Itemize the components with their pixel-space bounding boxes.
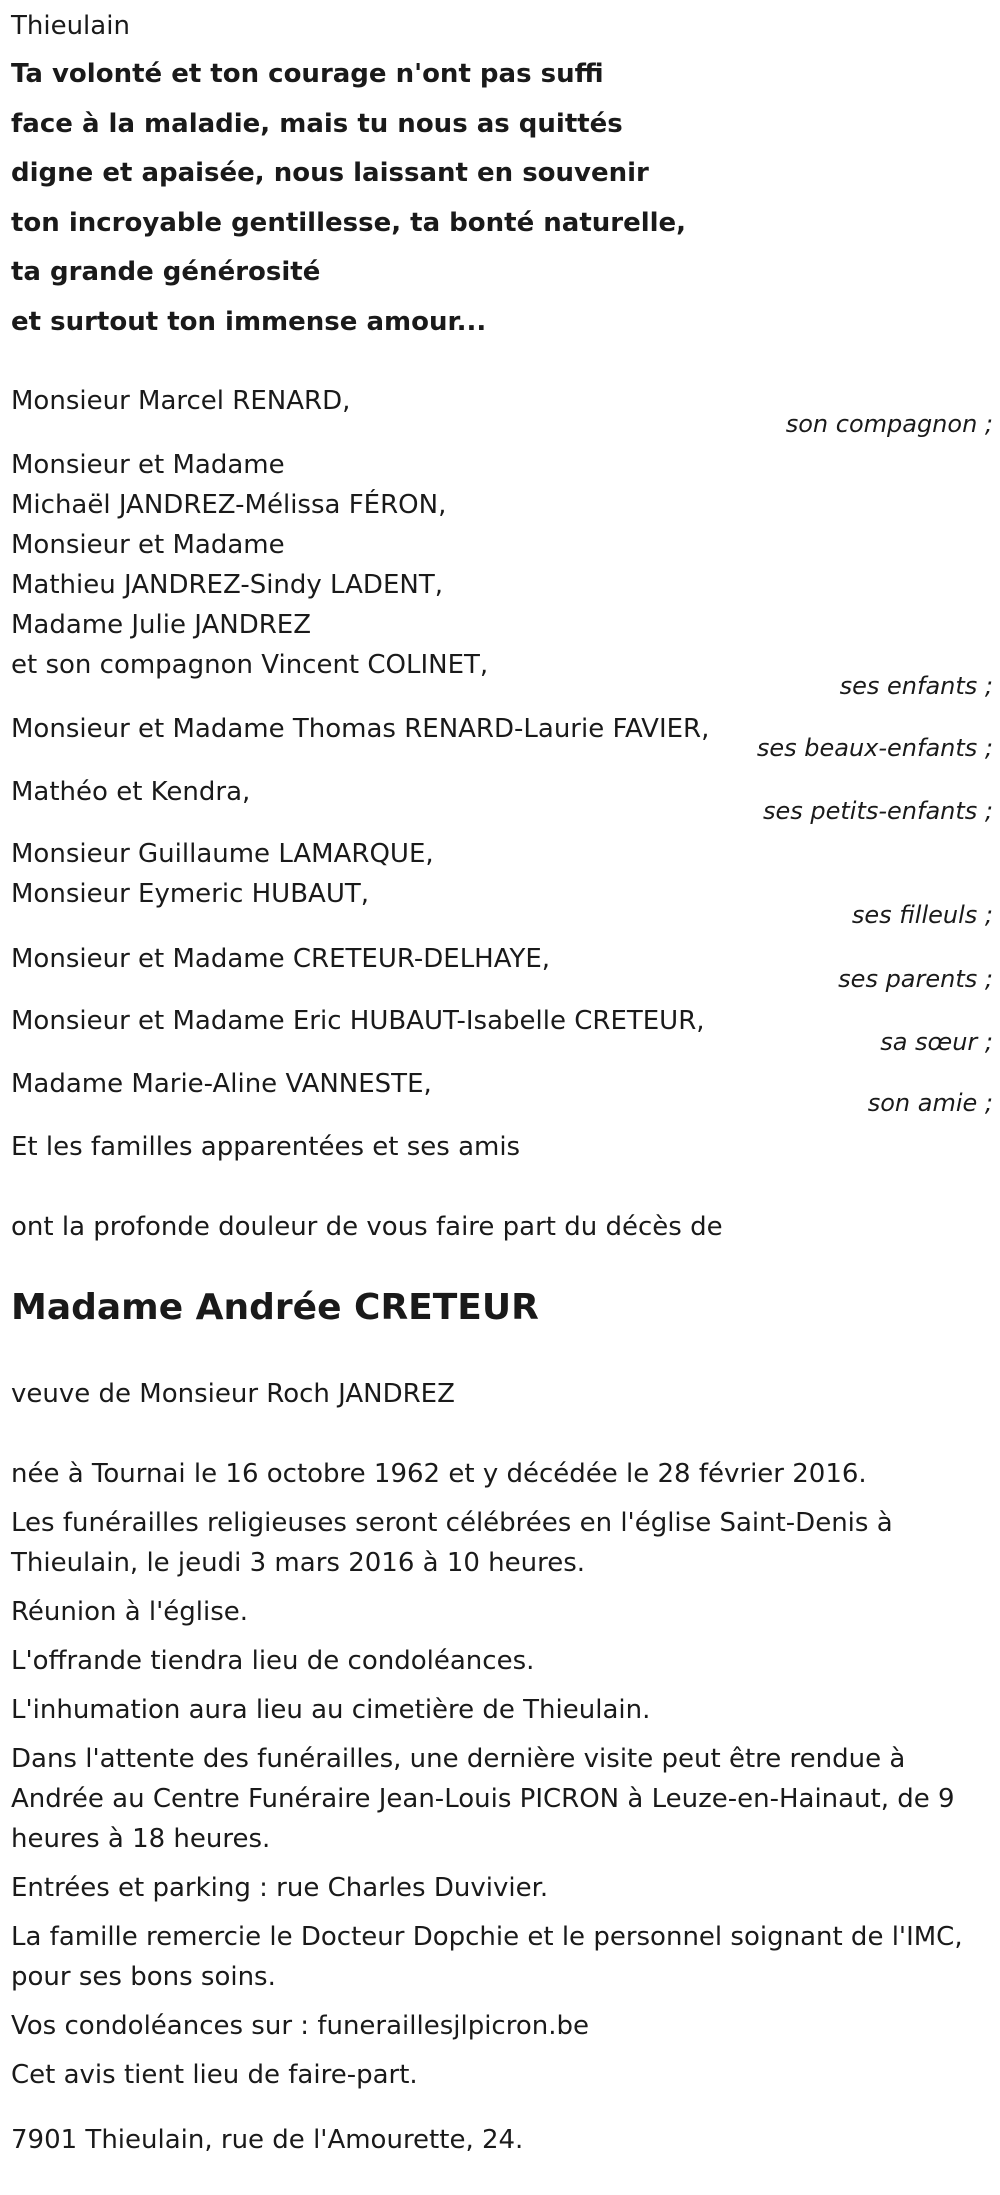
- detail-paragraph: La famille remercie le Docteur Dopchie et le personnel soignant de l'IMC, pour ses bons soins.: [11, 1922, 963, 1992]
- family-name: Monsieur et Madame Thomas RENARD-Laurie FAVIER,: [11, 714, 710, 744]
- poem-line: face à la maladie, mais tu nous as quittés: [11, 108, 623, 139]
- widow-of: veuve de Monsieur Roch JANDREZ: [11, 1379, 455, 1409]
- poem-line: ton incroyable gentillesse, ta bonté naturelle,: [11, 207, 687, 238]
- family-name: Monsieur et Madame: [11, 450, 285, 480]
- poem-line: et surtout ton immense amour...: [11, 306, 487, 337]
- family-name: Monsieur et Madame CRETEUR-DELHAYE,: [11, 944, 551, 974]
- family-group: [11, 709, 993, 762]
- poem-line: ta grande générosité: [11, 257, 321, 288]
- family-name: Monsieur Eymeric HUBAUT,: [11, 879, 370, 909]
- family-name: Madame Julie JANDREZ: [11, 610, 312, 640]
- detail-paragraph: née à Tournai le 16 octobre 1962 et y décédée le 28 février 2016.: [11, 1459, 867, 1489]
- family-name: Monsieur Marcel RENARD,: [11, 386, 351, 416]
- family-relation: ses petits-enfants ;: [762, 797, 993, 825]
- detail-paragraph: L'inhumation aura lieu au cimetière de Thieulain.: [11, 1695, 651, 1725]
- family-group: [11, 1001, 993, 1056]
- condolences-link[interactable]: Vos condoléances sur : funeraillesjlpicron.be: [11, 2011, 589, 2041]
- family-group: [11, 834, 993, 929]
- poem-line: digne et apaisée, nous laissant en souvenir: [11, 158, 649, 189]
- family-group: [11, 445, 993, 700]
- deceased-name: Madame Andrée CRETEUR: [11, 1287, 539, 1328]
- family-relation: ses parents ;: [838, 965, 993, 993]
- poem-line: Ta volonté et ton courage n'ont pas suffi: [11, 59, 604, 89]
- detail-paragraph: L'offrande tiendra lieu de condoléances.: [11, 1646, 535, 1676]
- family-name: Mathieu JANDREZ-Sindy LADENT,: [11, 570, 443, 600]
- family-relation: sa sœur ;: [880, 1028, 993, 1056]
- detail-paragraph: Cet avis tient lieu de faire-part.: [11, 2060, 418, 2090]
- address: 7901 Thieulain, rue de l'Amourette, 24.: [11, 2125, 524, 2155]
- family-name: Michaël JANDREZ-Mélissa FÉRON,: [11, 490, 447, 520]
- family-name: Monsieur et Madame Eric HUBAUT-Isabelle CRETEUR,: [11, 1006, 705, 1036]
- family-group: [11, 1064, 993, 1117]
- family-relation: ses beaux-enfants ;: [756, 734, 993, 762]
- family-name: Monsieur Guillaume LAMARQUE,: [11, 839, 434, 869]
- family-name: et son compagnon Vincent COLINET,: [11, 650, 489, 680]
- announcement: ont la profonde douleur de vous faire part du décès de: [11, 1212, 723, 1242]
- details: [11, 1454, 991, 2095]
- families-line: Et les familles apparentées et ses amis: [11, 1132, 521, 1162]
- detail-paragraph: Dans l'attente des funérailles, une dernière visite peut être rendue à Andrée au Centre Funéraire Jean-Louis PICRON à Leuze-en-Hainaut, de 9 heures à 18 heures.: [11, 1744, 955, 1854]
- family-relation: son amie ;: [867, 1089, 993, 1117]
- family-name: Monsieur et Madame: [11, 530, 285, 560]
- detail-paragraph: Entrées et parking : rue Charles Duvivier.: [11, 1873, 549, 1903]
- family-name: Madame Marie-Aline VANNESTE,: [11, 1069, 432, 1099]
- family-group: [11, 381, 993, 438]
- family-relation: ses enfants ;: [839, 672, 993, 700]
- family-name: Mathéo et Kendra,: [11, 777, 251, 807]
- family-group: [11, 939, 993, 993]
- detail-paragraph: Réunion à l'église.: [11, 1597, 249, 1627]
- family-relation: son compagnon ;: [785, 410, 993, 438]
- detail-paragraph: Les funérailles religieuses seront célébrées en l'église Saint-Denis à Thieulain, le jeudi 3 mars 2016 à 10 heures.: [11, 1508, 893, 1578]
- location-header: Thieulain: [11, 11, 130, 41]
- poem: [11, 50, 686, 348]
- family-relation: ses filleuls ;: [851, 901, 993, 929]
- family-group: [11, 772, 993, 825]
